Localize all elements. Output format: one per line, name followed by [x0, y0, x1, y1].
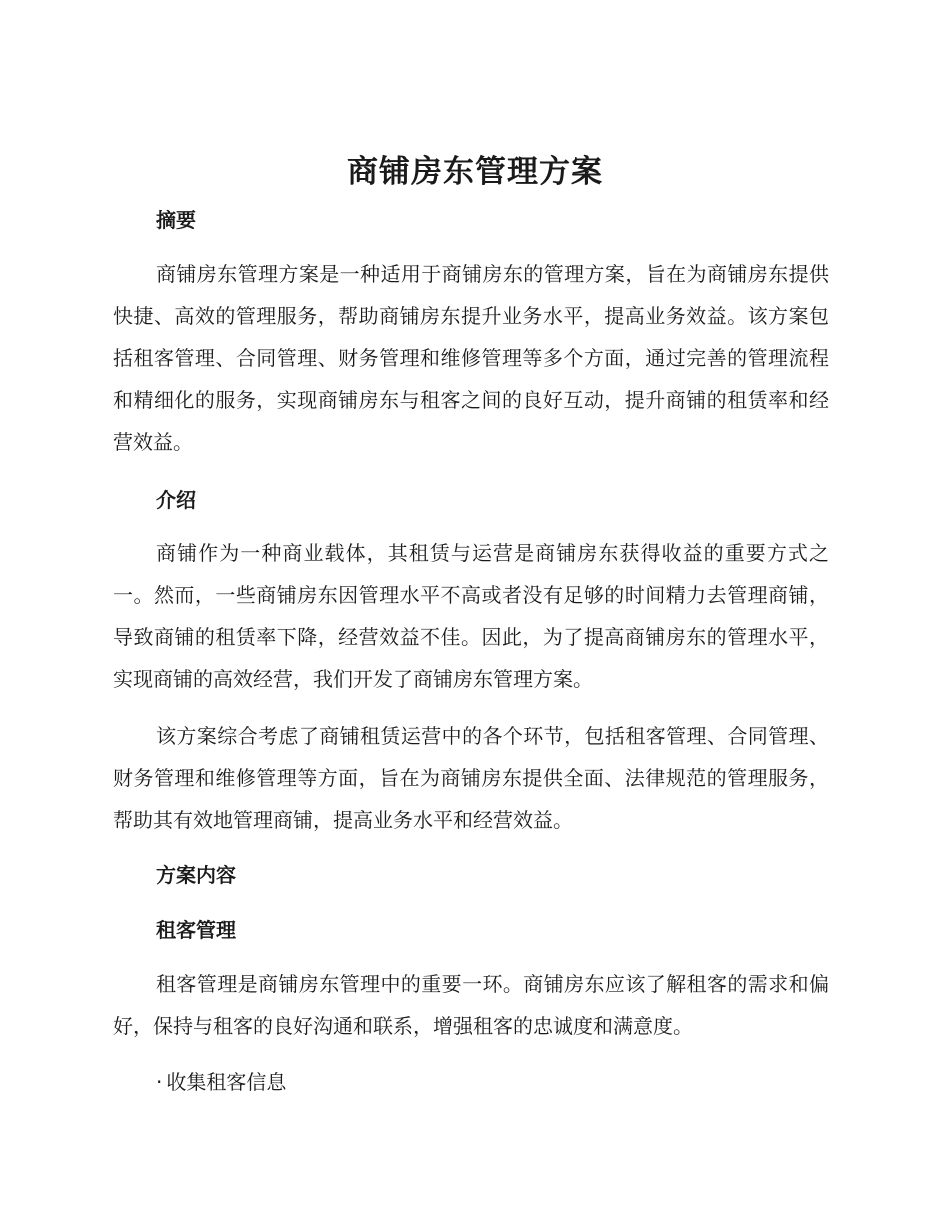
tenant-paragraph: 租客管理是商铺房东管理中的重要一环。商铺房东应该了解租客的需求和偏好，保持与租客的良好沟通和联系，增强租客的忠诚度和满意度。	[113, 972, 829, 1038]
document-title: 商铺房东管理方案	[347, 154, 603, 190]
bullet-marker: ·	[156, 1070, 163, 1094]
intro-paragraph-2: 该方案综合考虑了商铺租赁运营中的各个环节，包括租客管理、合同管理、财务管理和维修管理等方面，旨在为商铺房东提供全面、法律规范的管理服务，帮助其有效地管理商铺，提高业务水平和经营效益。	[113, 724, 829, 832]
abstract-heading: 摘要	[156, 208, 196, 232]
intro-paragraph-1: 商铺作为一种商业载体，其租赁与运营是商铺房东获得收益的重要方式之一。然而，一些商铺房东因管理水平不高或者没有足够的时间精力去管理商铺，导致商铺的租赁率下降，经营效益不佳。因此，为了提高商铺房东的管理水平，实现商铺的高效经营，我们开发了商铺房东管理方案。	[113, 541, 829, 691]
intro-heading: 介绍	[156, 488, 196, 512]
list-item	[156, 1068, 286, 1096]
content-heading: 方案内容	[156, 863, 236, 887]
abstract-paragraph: 商铺房东管理方案是一种适用于商铺房东的管理方案，旨在为商铺房东提供快捷、高效的管理服务，帮助商铺房东提升业务水平，提高业务效益。该方案包括租客管理、合同管理、财务管理和维修管理等多个方面，通过完善的管理流程和精细化的服务，实现商铺房东与租客之间的良好互动，提升商铺的租赁率和经营效益。	[113, 262, 829, 454]
tenant-heading: 租客管理	[156, 918, 236, 942]
list-item-label: 收集租客信息	[166, 1070, 287, 1094]
